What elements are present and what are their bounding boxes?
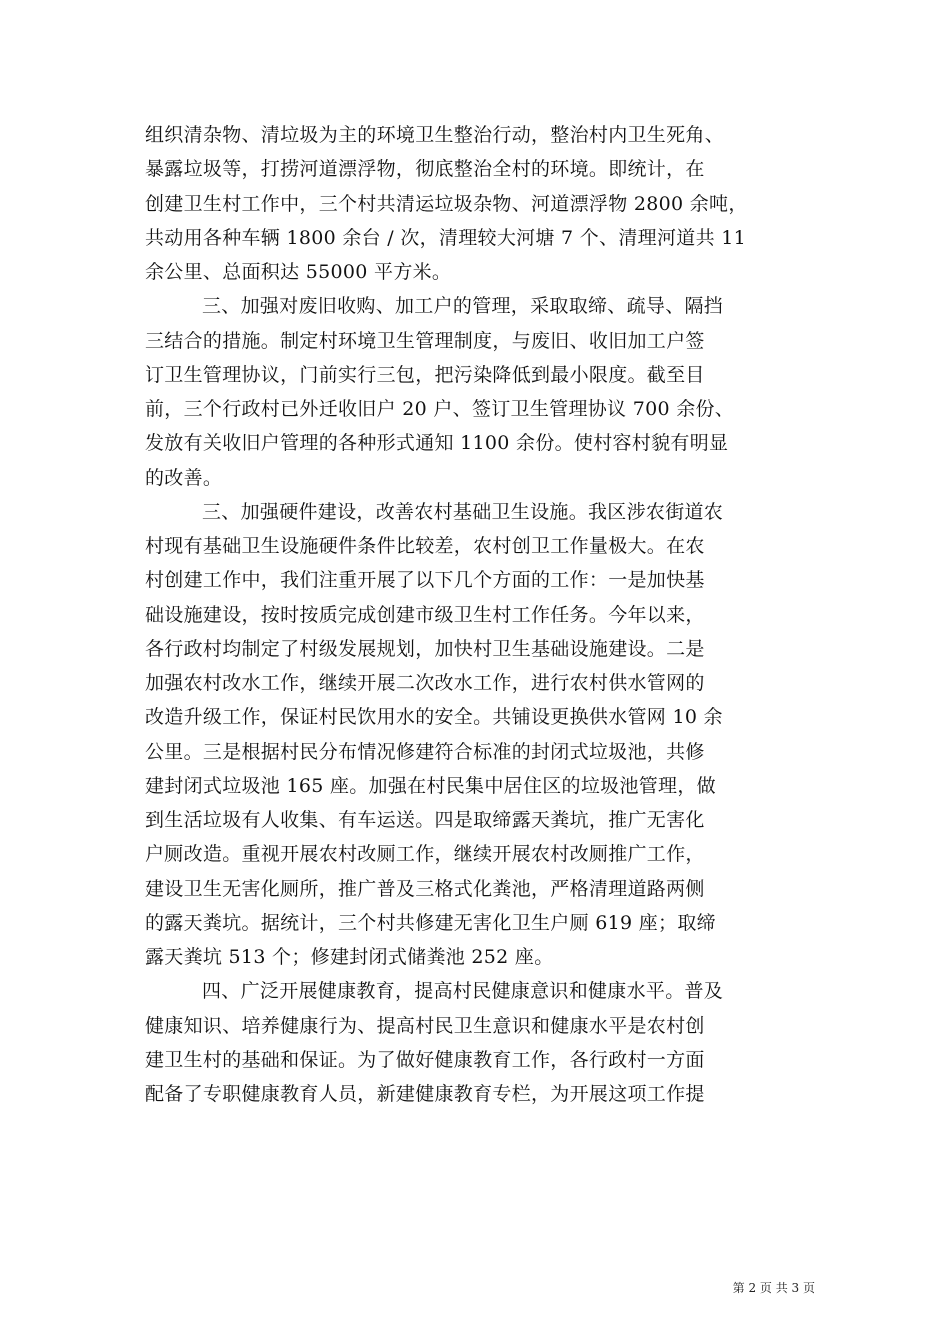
text-line: 村现有基础卫生设施硬件条件比较差，农村创卫工作量极大。在农 [145,535,705,557]
paragraph-first-line: 三、加强硬件建设，改善农村基础卫生设施。我区涉农街道农 [202,500,724,523]
text-line: 改造升级工作，保证村民饮用水的安全。共铺设更换供水管网 10 余 [145,706,723,729]
text-line: 的露天粪坑。据统计，三个村共修建无害化卫生户厕 619 座；取缔 [145,911,716,934]
text-line: 发放有关收旧户管理的各种形式通知 1100 余份。使村容村貌有明显 [145,432,729,455]
text-line: 村创建工作中，我们注重开展了以下几个方面的工作：一是加快基 [145,569,705,592]
page-number-footer: 第 2 页 共 3 页 [732,1281,815,1295]
text-line: 户厕改造。重视开展农村改厕工作，继续开展农村改厕推广工作， [145,843,705,866]
text-line: 共动用各种车辆 1800 余台 / 次，清理较大河塘 7 个、清理河道共 11 [145,226,746,249]
text-line: 建卫生村的基础和保证。为了做好健康教育工作，各行政村一方面 [145,1048,705,1071]
text-line: 各行政村均制定了村级发展规划，加快村卫生基础设施建设。二是 [145,637,705,660]
text-line: 余公里、总面积达 55000 平方米。 [145,261,452,283]
text-line: 订卫生管理协议，门前实行三包，把污染降低到最小限度。截至目 [145,363,705,386]
text-line: 建封闭式垃圾池 165 座。加强在村民集中居住区的垃圾池管理，做 [145,774,716,797]
text-line: 露天粪坑 513 个；修建封闭式储粪池 252 座。 [145,946,554,968]
text-line: 健康知识、培养健康行为、提高村民卫生意识和健康水平是农村创 [145,1014,705,1037]
paragraph-first-line: 三、加强对废旧收购、加工户的管理，采取取缔、疏导、隔挡 [202,295,724,318]
document-body [145,118,815,1111]
text-line: 建设卫生无害化厕所，推广普及三格式化粪池，严格清理道路两侧 [145,877,705,900]
text-line: 配备了专职健康教育人员，新建健康教育专栏，为开展这项工作提 [145,1083,705,1105]
text-line: 的改善。 [145,466,223,489]
text-line: 组织清杂物、清垃圾为主的环境卫生整治行动，整治村内卫生死角、 [145,124,725,146]
text-line: 加强农村改水工作，继续开展二次改水工作，进行农村供水管网的 [145,672,705,694]
text-line: 到生活垃圾有人收集、有车运送。四是取缔露天粪坑，推广无害化 [145,809,705,831]
text-line: 创建卫生村工作中，三个村共清运垃圾杂物、河道漂浮物 2800 余吨， [145,192,748,215]
paragraph-first-line: 四、广泛开展健康教育，提高村民健康意识和健康水平。普及 [202,980,724,1003]
text-line: 公里。三是根据村民分布情况修建符合标准的封闭式垃圾池，共修 [145,740,705,763]
text-line: 础设施建设，按时按质完成创建市级卫生村工作任务。今年以来， [145,603,705,626]
text-line: 暴露垃圾等，打捞河道漂浮物，彻底整治全村的环境。即统计，在 [145,158,705,181]
text-line: 三结合的措施。制定村环境卫生管理制度，与废旧、收旧加工户签 [145,329,705,352]
text-line: 前，三个行政村已外迁收旧户 20 户、签订卫生管理协议 700 余份、 [145,398,735,420]
